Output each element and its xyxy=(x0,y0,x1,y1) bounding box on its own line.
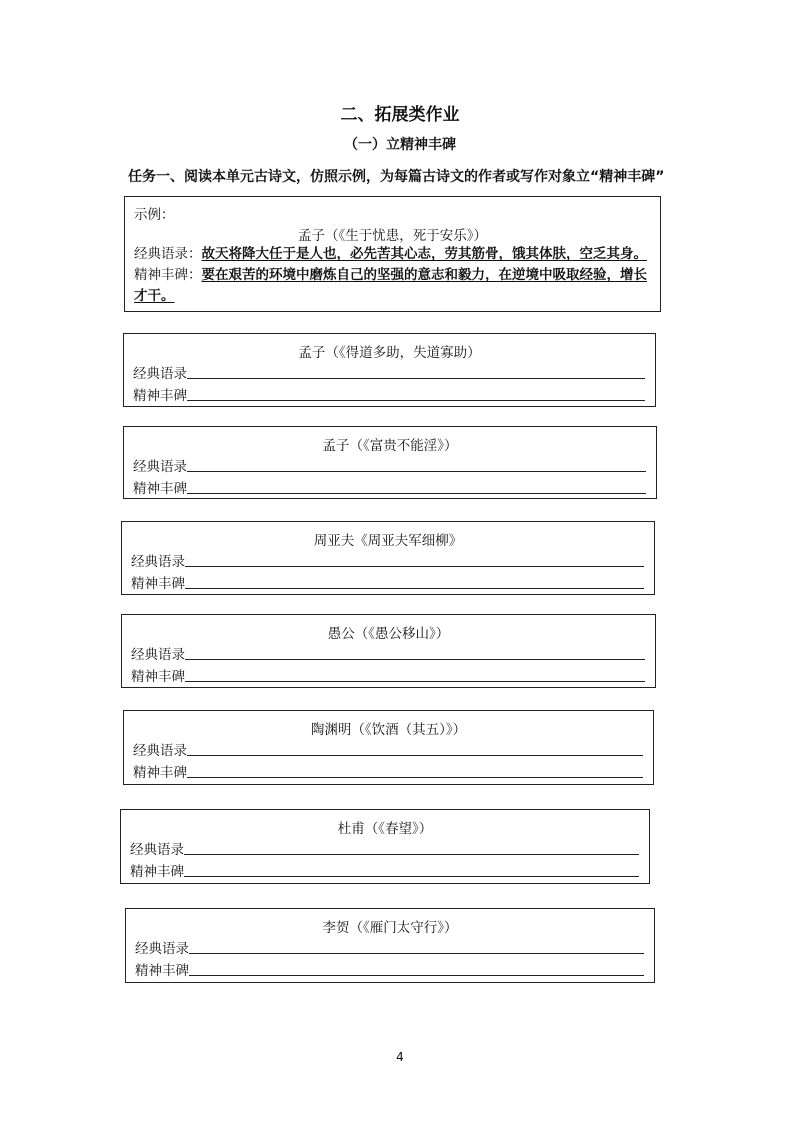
monument-field xyxy=(133,383,645,404)
monument-field xyxy=(131,571,644,592)
quote-blank-line[interactable] xyxy=(184,838,639,855)
monument-card xyxy=(120,809,650,884)
monument-label: 精神丰碑 xyxy=(133,765,187,781)
quote-label: 经典语录 xyxy=(135,941,189,957)
monument-label: 精神丰碑 xyxy=(133,481,187,497)
quote-field xyxy=(130,837,639,858)
example-title: 孟子（《生于忧患，死于安乐》） xyxy=(298,228,487,244)
monument-label: 精神丰碑 xyxy=(131,669,185,685)
monument-card xyxy=(123,426,657,499)
monument-card xyxy=(121,521,655,595)
example-box xyxy=(124,196,661,312)
monument-blank-line[interactable] xyxy=(187,384,645,401)
quote-label: 经典语录 xyxy=(131,647,185,663)
example-quote-text: 故天将降大任于是人也，必先苦其心志，劳其筋骨，饿其体肤，空乏其身。 xyxy=(201,246,647,262)
card-title: 愚公（《愚公移山》） xyxy=(327,626,450,642)
monument-field xyxy=(133,476,646,497)
monument-card xyxy=(125,908,655,983)
card-title: 周亚夫《周亚夫军细柳》 xyxy=(313,533,463,549)
monument-blank-line[interactable] xyxy=(187,761,643,778)
monument-label: 精神丰碑 xyxy=(131,576,185,592)
quote-label: 经典语录 xyxy=(133,459,187,475)
card-title: 孟子（《得道多助，失道寡助） xyxy=(298,345,481,361)
quote-label: 经典语录 xyxy=(131,554,185,570)
quote-blank-line[interactable] xyxy=(185,643,645,660)
quote-blank-line[interactable] xyxy=(187,362,645,379)
card-title: 杜甫（《春望》） xyxy=(337,821,433,837)
card-title: 李贺（《雁门太守行》） xyxy=(322,920,458,936)
monument-blank-line[interactable] xyxy=(184,860,639,877)
example-monument-label: 精神丰碑： xyxy=(134,267,202,283)
monument-blank-line[interactable] xyxy=(189,959,644,976)
monument-card xyxy=(123,710,654,785)
quote-blank-line[interactable] xyxy=(187,739,643,756)
task-instruction: 任务一、阅读本单元古诗文，仿照示例，为每篇古诗文的作者或写作对象立“精神丰碑” xyxy=(128,169,665,185)
quote-field xyxy=(131,642,645,663)
quote-field xyxy=(135,936,644,957)
monument-card xyxy=(123,333,656,407)
monument-field xyxy=(131,664,645,685)
monument-blank-line[interactable] xyxy=(185,572,644,589)
monument-blank-line[interactable] xyxy=(185,665,645,682)
quote-field xyxy=(133,738,643,759)
quote-label: 经典语录 xyxy=(133,743,187,759)
example-monument-row xyxy=(134,265,654,307)
quote-field xyxy=(133,454,646,475)
page-number: 4 xyxy=(396,1050,404,1064)
monument-card xyxy=(121,614,656,688)
monument-label: 精神丰碑 xyxy=(133,388,187,404)
example-quote-row xyxy=(134,244,647,265)
section-heading: 二、拓展类作业 xyxy=(340,105,460,125)
subsection-heading: （一）立精神丰碑 xyxy=(344,137,456,153)
example-monument-text: 要在艰苦的环境中磨炼自己的坚强的意志和毅力，在逆境中吸取经验，增长才干。 xyxy=(134,267,647,304)
quote-field xyxy=(131,549,644,570)
quote-blank-line[interactable] xyxy=(189,937,644,954)
card-title: 孟子（《富贵不能淫》） xyxy=(322,438,458,454)
quote-blank-line[interactable] xyxy=(187,455,646,472)
card-title: 陶渊明（《饮酒（其五）》） xyxy=(310,722,467,738)
monument-field xyxy=(133,760,643,781)
quote-field xyxy=(133,361,645,382)
quote-label: 经典语录 xyxy=(130,842,184,858)
monument-field xyxy=(130,859,639,880)
quote-label: 经典语录 xyxy=(133,366,187,382)
example-label: 示例： xyxy=(134,207,175,223)
monument-label: 精神丰碑 xyxy=(135,963,189,979)
quote-blank-line[interactable] xyxy=(185,550,644,567)
monument-field xyxy=(135,958,644,979)
monument-label: 精神丰碑 xyxy=(130,864,184,880)
example-quote-label: 经典语录： xyxy=(134,246,202,262)
monument-blank-line[interactable] xyxy=(187,477,646,494)
